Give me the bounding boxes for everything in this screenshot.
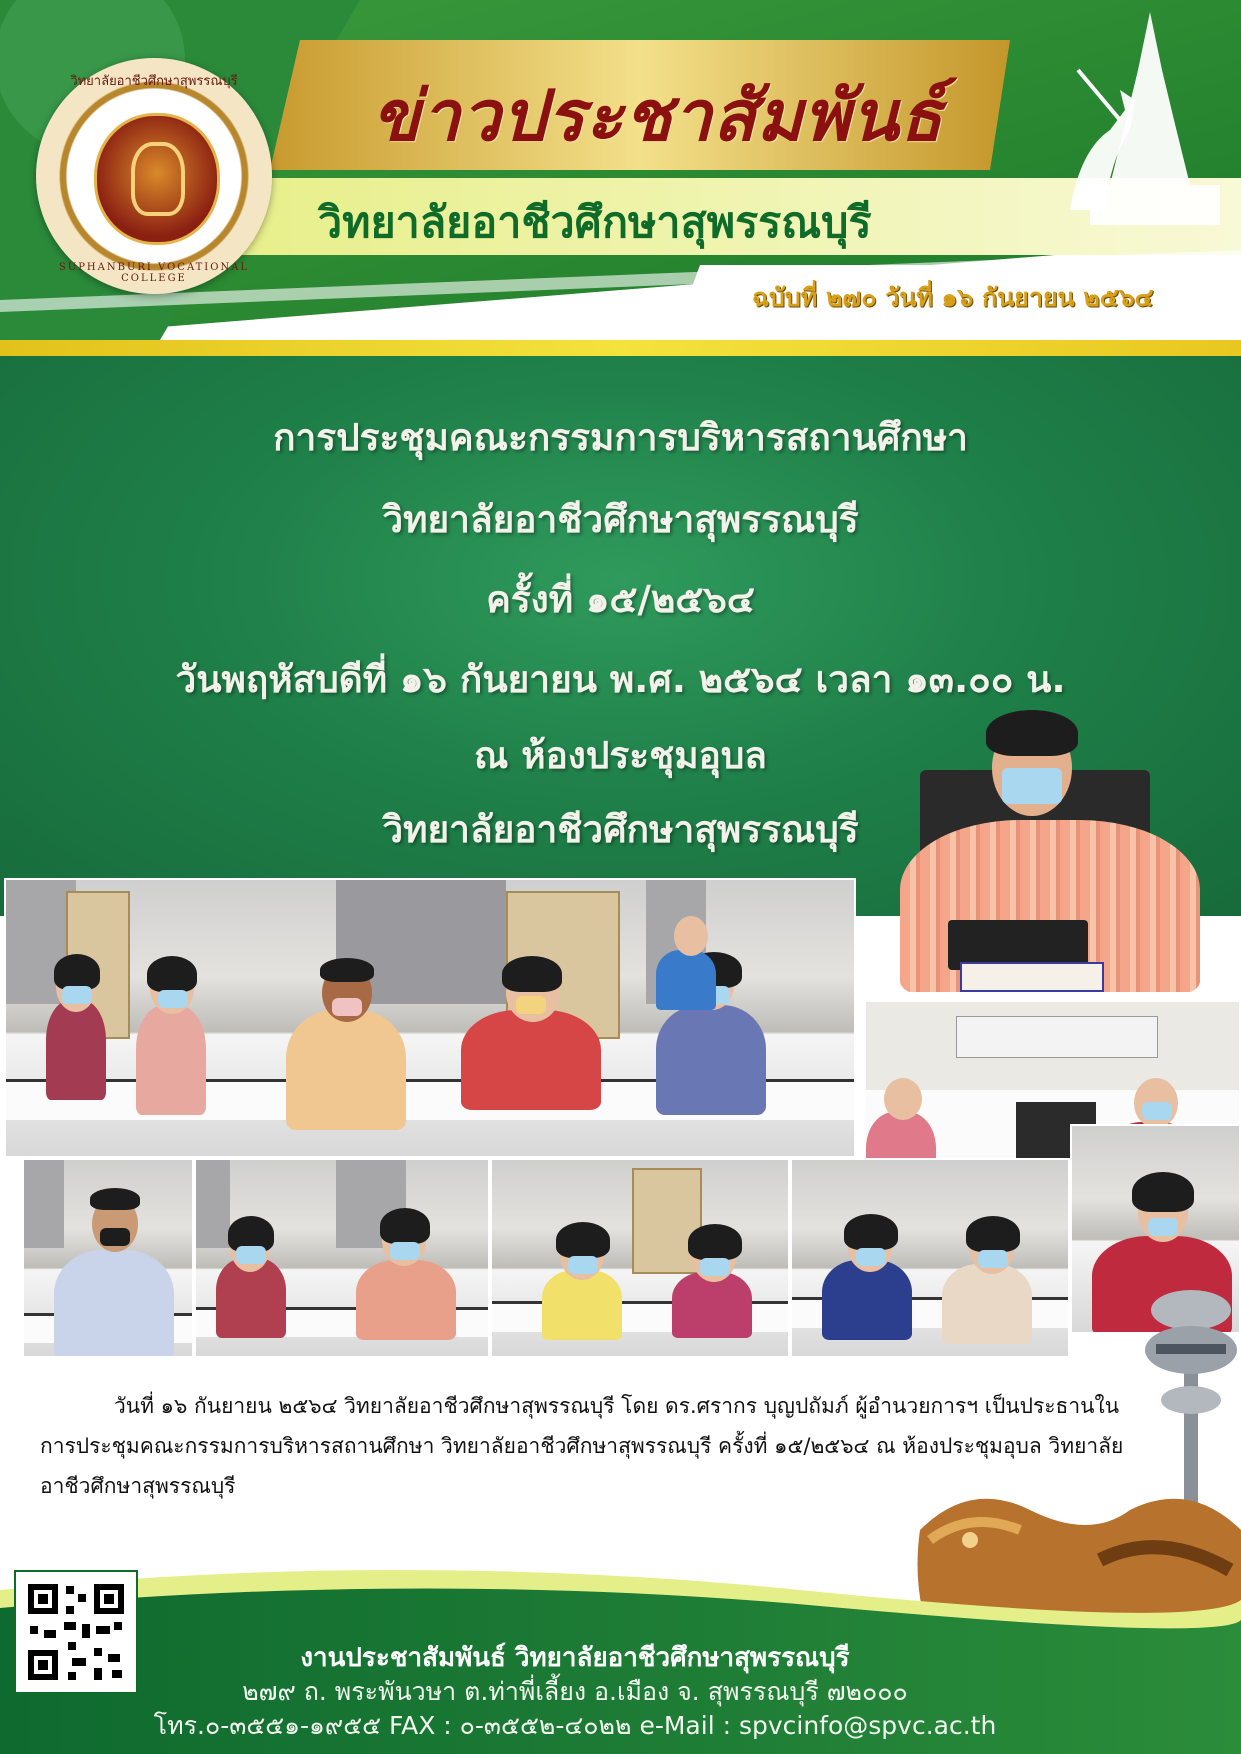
- slide-line-3: ครั้งที่ ๑๕/๒๕๖๔: [486, 578, 755, 621]
- newsletter-title: ข่าวประชาสัมพันธ์: [372, 75, 944, 157]
- logo-text-bottom: SUPHANBURI VOCATIONAL COLLEGE: [58, 262, 250, 284]
- qr-code[interactable]: [14, 1570, 138, 1694]
- photo-meeting-5: [490, 1158, 790, 1358]
- photo-meeting-4: [194, 1158, 490, 1358]
- temple-statue-icon: [1050, 10, 1230, 250]
- footer-contact: โทร.๐-๓๕๕๑-๑๙๕๕ FAX : ๐-๓๕๕๒-๔๐๒๒ e-Mail : spvcinfo@spvc.ac.th: [153, 1711, 997, 1740]
- article-text: วันที่ ๑๖ กันยายน ๒๕๖๔ วิทยาลัยอาชีวศึกษาสุพรรณบุรี โดย ดร.ศรากร บุญปถัมภ์ ผู้อำนวยการฯ เป็นประธานในการประชุมคณะกรรมการบริหารสถานศึกษา วิทยาลัยอาชีวศึกษาสุพรรณบุรี ครั้งที่ ๑๕/๒๕๖๔ ณ ห้องประชุมอุบล วิทยาลัยอาชีวศึกษาสุพรรณบุรี: [40, 1394, 1124, 1498]
- slide-line-1: การประชุมคณะกรรมการบริหารสถานศึกษา: [273, 416, 968, 459]
- logo-text-top: วิทยาลัยอาชีวศึกษาสุพรรณบุรี: [70, 74, 238, 89]
- footer-address: ๒๗๙ ถ. พระพันวษา ต.ท่าพี่เลี้ยง อ.เมือง จ. สุพรรณบุรี ๗๒๐๐๐: [242, 1677, 908, 1706]
- issue-info: ฉบับที่ ๒๗๐ วันที่ ๑๖ กันยายน ๒๕๖๔: [752, 283, 1154, 312]
- slide-line-4: วันพฤหัสบดีที่ ๑๖ กันยายน พ.ศ. ๒๕๖๔ เวลา ๑๓.๐๐ น.: [175, 658, 1066, 701]
- slide-line-2: วิทยาลัยอาชีวศึกษาสุพรรณบุรี: [382, 498, 859, 541]
- slide-line-5: ณ ห้องประชุมอุบล: [473, 734, 767, 777]
- college-logo: [36, 58, 272, 294]
- photo-meeting-1: [4, 878, 856, 1158]
- photo-meeting-6: [790, 1158, 1070, 1358]
- photo-meeting-3: [22, 1158, 194, 1358]
- slide-line-6: วิทยาลัยอาชีวศึกษาสุพรรณบุรี: [382, 808, 859, 851]
- photo-chairman: [880, 700, 1241, 992]
- footer-organization: งานประชาสัมพันธ์ วิทยาลัยอาชีวศึกษาสุพรรณบุรี: [300, 1643, 850, 1673]
- logo-emblem: [94, 113, 220, 245]
- college-name: วิทยาลัยอาชีวศึกษาสุพรรณบุรี: [318, 198, 872, 248]
